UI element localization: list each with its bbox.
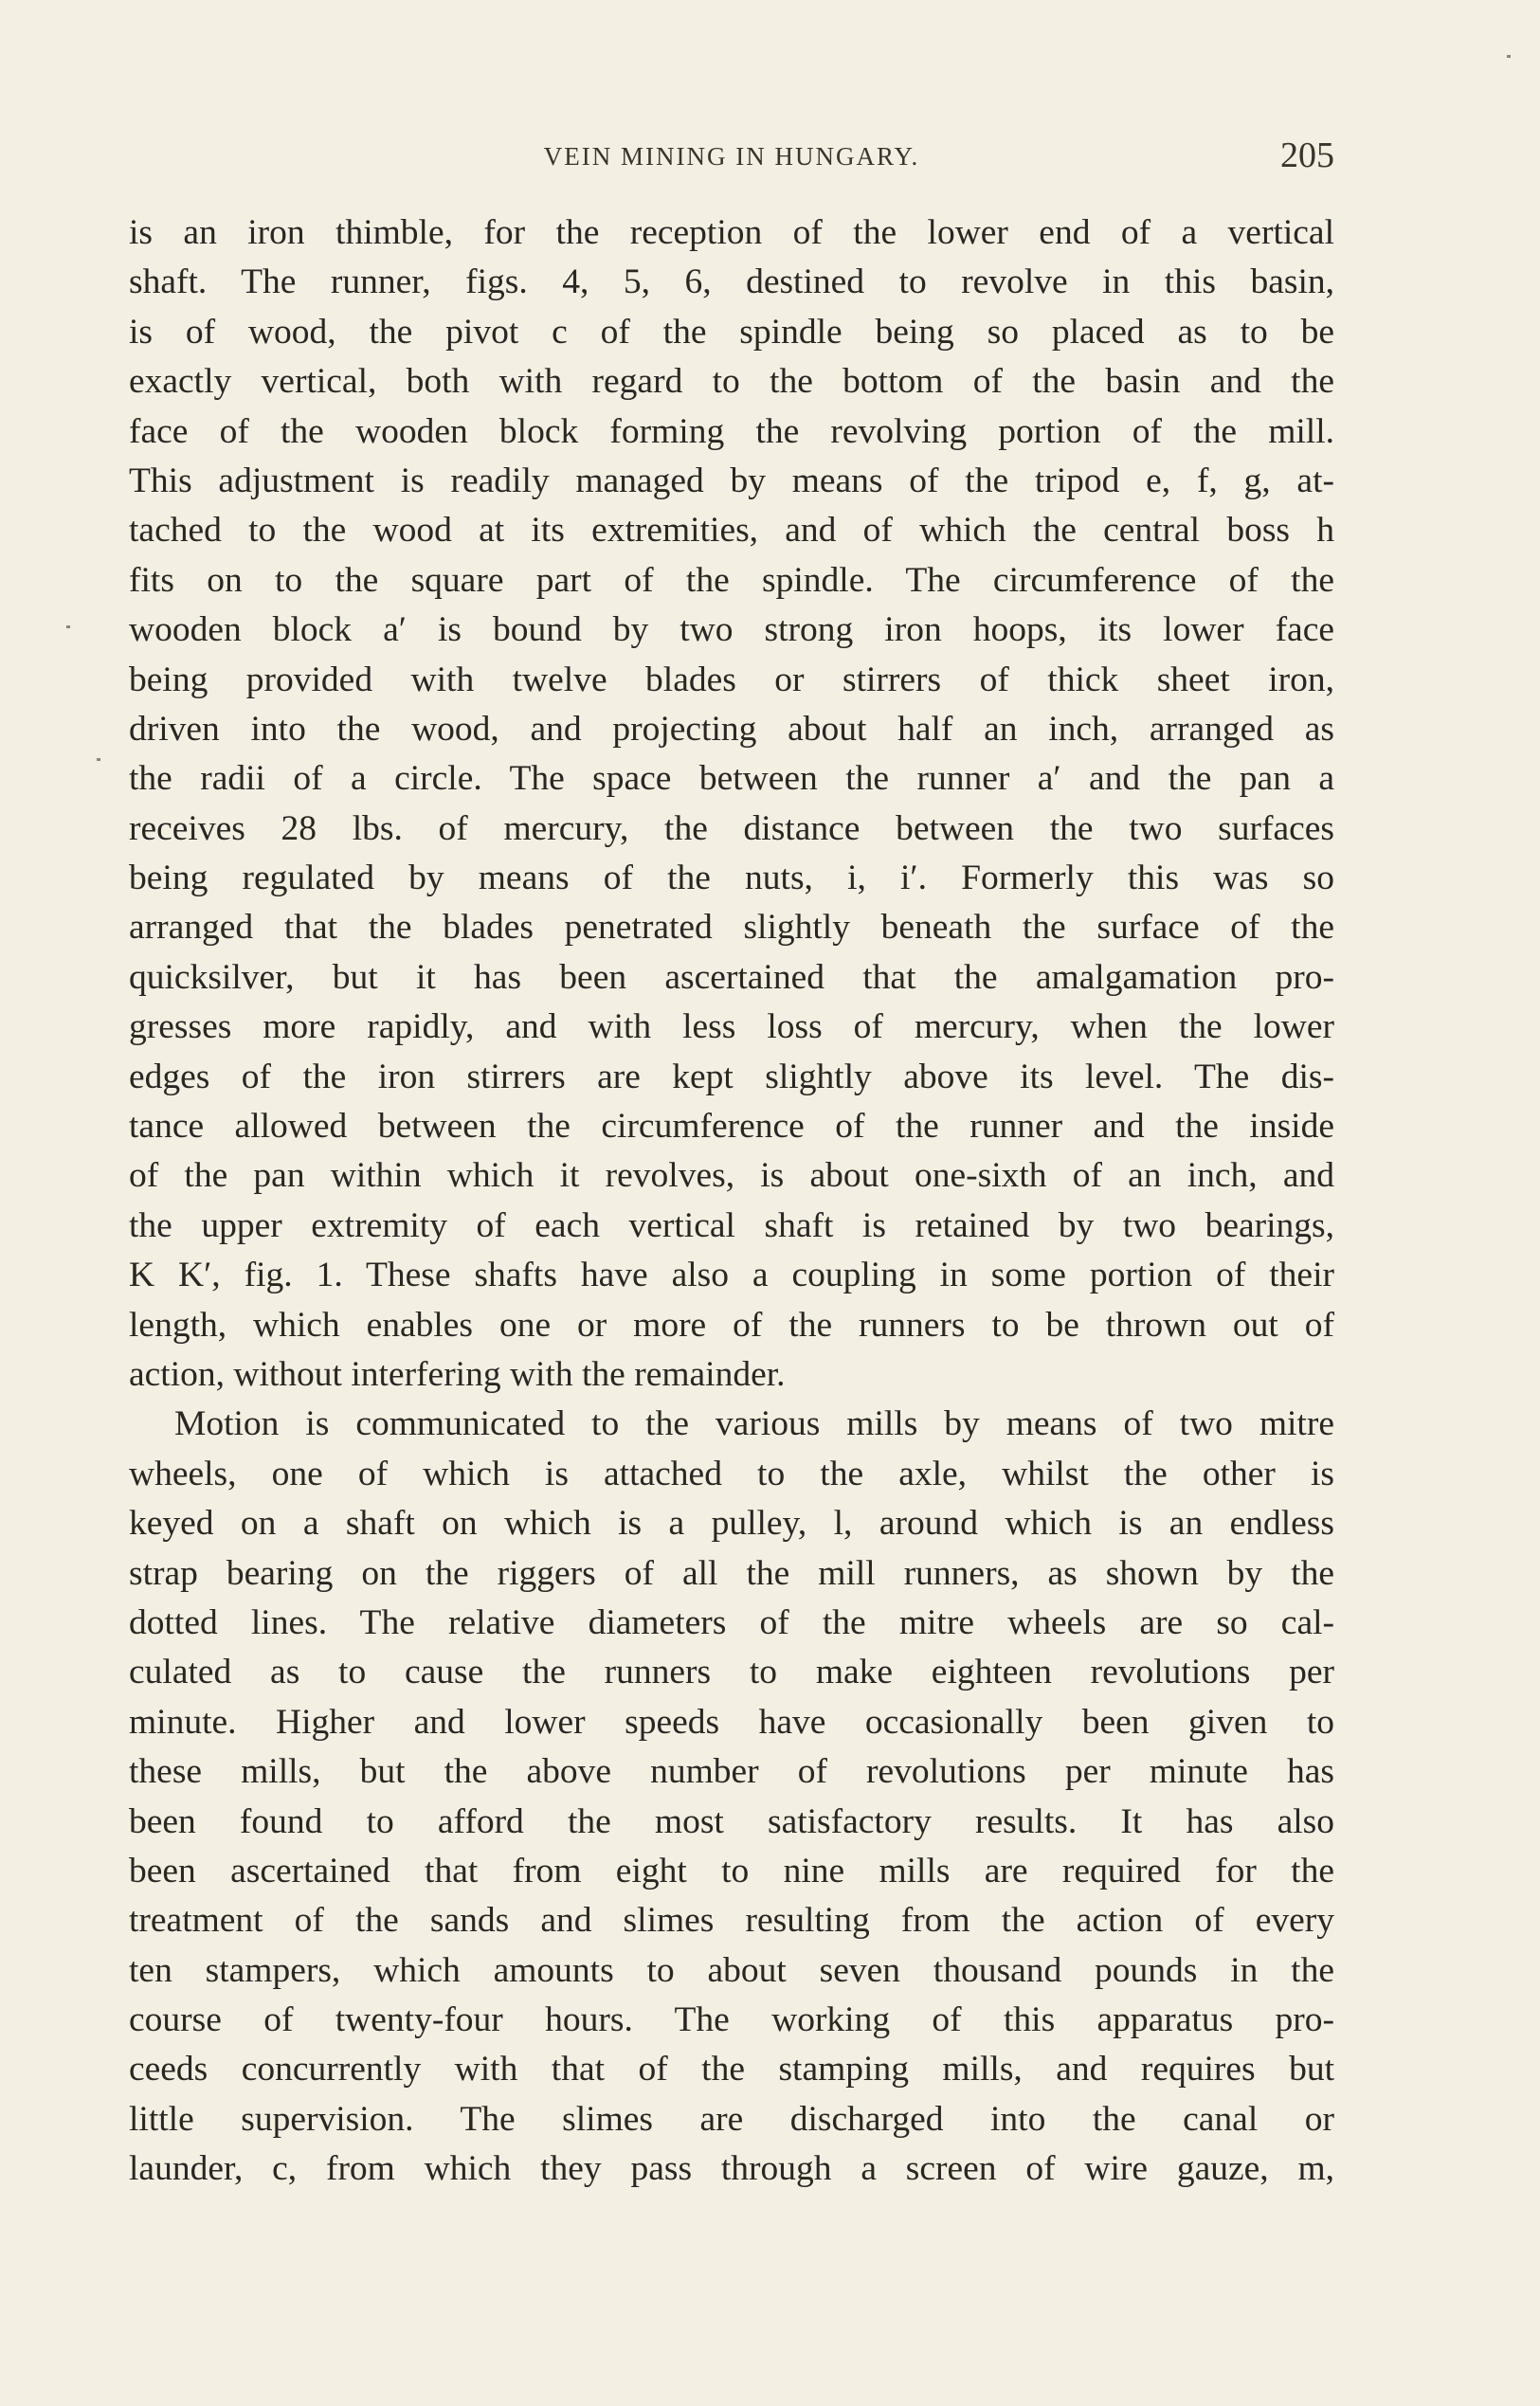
text-line: ten stampers, which amounts to about seven thousand pounds in the [129,1950,1334,1990]
text-line: wooden block a′ is bound by two strong iron hoops, its lower face [129,610,1334,650]
text-line: edges of the iron stirrers are kept slightly above its level. The dis- [129,1057,1334,1096]
text-line: course of twenty-four hours. The working of this apparatus pro- [129,2000,1334,2040]
text-line: wheels, one of which is attached to the axle, whilst the other is [129,1454,1334,1493]
text-line: This adjustment is readily managed by means of the tripod e, f, g, at- [129,461,1334,500]
text-line: being regulated by means of the nuts, i, i′. Formerly this was so [129,859,1334,898]
text-line: shaft. The runner, figs. 4, 5, 6, destined to revolve in this basin, [129,262,1334,302]
text-line: face of the wooden block forming the revolving portion of the mill. [129,411,1334,451]
text-line: launder, c, from which they pass through a screen of wire gauze, m, [129,2149,1334,2189]
text-line: tance allowed between the circumference of the runner and the inside [129,1107,1334,1147]
text-line: gresses more rapidly, and with less loss of mercury, when the lower [129,1007,1334,1047]
text-line: length, which enables one or more of the runners to be thrown out of [129,1305,1334,1345]
text-line: treatment of the sands and slimes resulting from the action of every [129,1901,1334,1941]
text-line: strap bearing on the riggers of all the mill runners, as shown by the [129,1553,1334,1593]
text-line: quicksilver, but it has been ascertained that the amalgamation pro- [129,957,1334,997]
text-line: the radii of a circle. The space between the runner a′ and the pan a [129,759,1334,799]
margin-speck [97,758,100,761]
text-line: tached to the wood at its extremities, and of which the central boss h [129,511,1334,551]
text-line: being provided with twelve blades or stirrers of thick sheet iron, [129,660,1334,699]
text-line: the upper extremity of each vertical shaft is retained by two bearings, [129,1205,1334,1245]
text-line: exactly vertical, both with regard to the bottom of the basin and the [129,362,1334,402]
text-line: driven into the wood, and projecting about half an inch, arranged as [129,709,1334,749]
text-line: is of wood, the pivot c of the spindle being so placed as to be [129,312,1334,352]
running-head [129,135,1334,180]
text-line: arranged that the blades penetrated slightly beneath the surface of the [129,908,1334,948]
text-line: ceeds concurrently with that of the stamping mills, and requires but [129,2050,1334,2089]
text-line: culated as to cause the runners to make eighteen revolutions per [129,1653,1334,1692]
text-line: little supervision. The slimes are discharged into the canal or [129,2099,1334,2139]
text-line: been found to afford the most satisfactory results. It has also [129,1801,1334,1841]
text-line: action, without interfering with the remainder. [129,1354,786,1394]
margin-speck [66,625,70,628]
text-line: these mills, but the above number of revolutions per minute has [129,1752,1334,1792]
body-text [129,208,1334,2195]
text-line: fits on to the square part of the spindle. The circumference of the [129,560,1334,600]
text-line: receives 28 lbs. of mercury, the distance between the two surfaces [129,808,1334,848]
text-line: is an iron thimble, for the reception of the lower end of a vertical [129,213,1334,252]
text-line: dotted lines. The relative diameters of the mitre wheels are so cal- [129,1602,1334,1642]
text-line: keyed on a shaft on which is a pulley, l, around which is an endless [129,1504,1334,1544]
running-title: VEIN MINING IN HUNGARY. [543,142,920,171]
page-number: 205 [1280,136,1334,175]
text-line: of the pan within which it revolves, is about one-sixth of an inch, and [129,1156,1334,1196]
margin-speck [1507,55,1511,58]
text-line: Motion is communicated to the various mills by means of two mitre [174,1404,1334,1444]
text-line: K K′, fig. 1. These shafts have also a coupling in some portion of their [129,1256,1334,1295]
text-line: been ascertained that from eight to nine mills are required for the [129,1851,1334,1890]
text-line: minute. Higher and lower speeds have occasionally been given to [129,1702,1334,1742]
